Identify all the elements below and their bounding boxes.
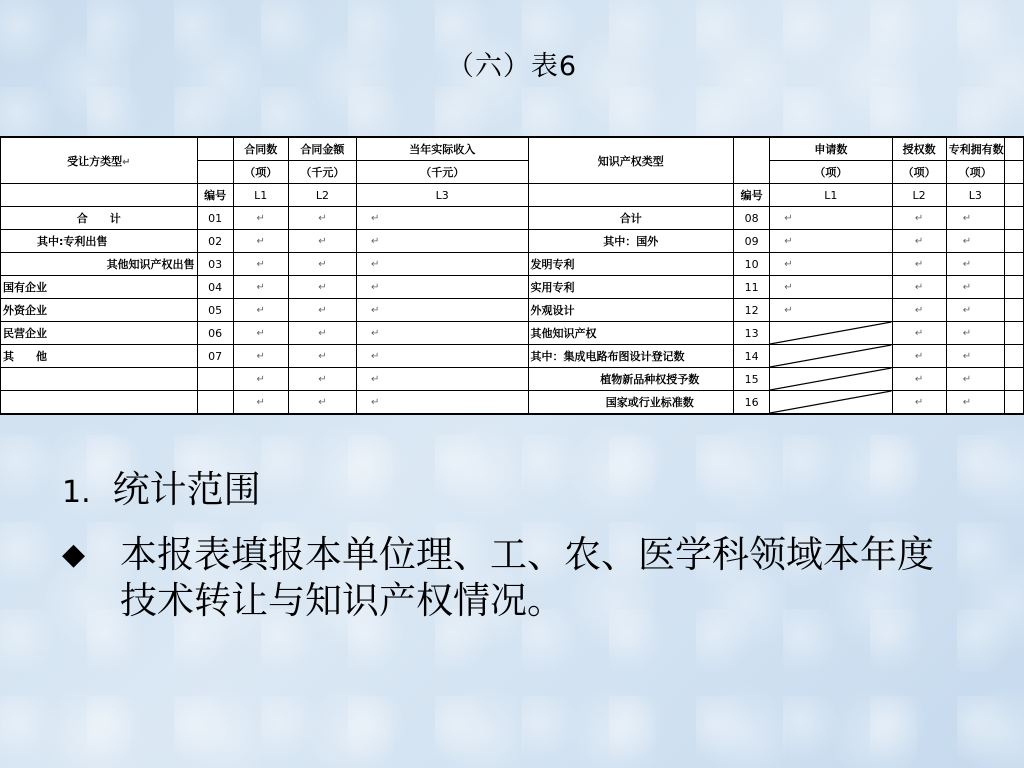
row-code-left: 06 bbox=[197, 322, 233, 345]
header-granted: 授权数 bbox=[892, 137, 946, 161]
edge-cell bbox=[1004, 368, 1023, 391]
patents-held-cell: ↵ bbox=[946, 299, 1004, 322]
applications-cell bbox=[770, 345, 892, 368]
contract-amount-cell: ↵ bbox=[288, 322, 356, 345]
ip-type-cell: 实用专利 bbox=[528, 276, 734, 299]
contract-count-cell: ↵ bbox=[233, 207, 288, 230]
row-code-right: 12 bbox=[734, 299, 770, 322]
edge-cell bbox=[1004, 276, 1023, 299]
actual-income-cell: ↵ bbox=[357, 368, 529, 391]
contract-count-cell: ↵ bbox=[233, 391, 288, 415]
row-code-right: 11 bbox=[734, 276, 770, 299]
actual-income-cell: ↵ bbox=[357, 322, 529, 345]
list-item-text: 统计范围 bbox=[112, 468, 261, 511]
granted-cell: ↵ bbox=[892, 253, 946, 276]
contract-count-cell: ↵ bbox=[233, 253, 288, 276]
ip-type-cell: 植物新品种权授予数 bbox=[528, 368, 734, 391]
transferee-type-cell: 合 计 bbox=[1, 207, 198, 230]
edge-cell bbox=[1004, 230, 1023, 253]
header-row-1 bbox=[1, 137, 1024, 161]
table-row bbox=[1, 368, 1024, 391]
granted-cell: ↵ bbox=[892, 391, 946, 415]
patents-held-cell: ↵ bbox=[946, 276, 1004, 299]
header-blank bbox=[197, 161, 233, 184]
ip-type-cell: 国家或行业标准数 bbox=[528, 391, 734, 415]
row-code-left: 04 bbox=[197, 276, 233, 299]
row-code-right: 10 bbox=[734, 253, 770, 276]
col-code-l2: L2 bbox=[288, 184, 356, 207]
applications-cell: ↵ bbox=[770, 230, 892, 253]
contract-amount-cell: ↵ bbox=[288, 230, 356, 253]
table-row bbox=[1, 230, 1024, 253]
contract-amount-cell: ↵ bbox=[288, 299, 356, 322]
actual-income-cell: ↵ bbox=[357, 391, 529, 415]
edge-cell bbox=[1004, 137, 1023, 161]
granted-cell: ↵ bbox=[892, 230, 946, 253]
edge-cell bbox=[1004, 207, 1023, 230]
table-row bbox=[1, 207, 1024, 230]
table-6 bbox=[0, 136, 1024, 414]
row-code-left bbox=[197, 391, 233, 415]
header-actual-income: 当年实际收入 bbox=[357, 137, 529, 161]
col-code-r3: L3 bbox=[946, 184, 1004, 207]
granted-cell: ↵ bbox=[892, 322, 946, 345]
col-code-r1: L1 bbox=[770, 184, 892, 207]
row-code-right: 14 bbox=[734, 345, 770, 368]
col-code-l3: L3 bbox=[357, 184, 529, 207]
page-title: （六）表6 bbox=[446, 51, 578, 82]
ip-report-table bbox=[0, 136, 1024, 415]
granted-cell: ↵ bbox=[892, 276, 946, 299]
row-code-left: 03 bbox=[197, 253, 233, 276]
contract-count-cell: ↵ bbox=[233, 322, 288, 345]
contract-count-cell: ↵ bbox=[233, 345, 288, 368]
row-code-left: 01 bbox=[197, 207, 233, 230]
ip-type-cell: 其中：国外 bbox=[528, 230, 734, 253]
col-code-r2: L2 bbox=[892, 184, 946, 207]
table-row bbox=[1, 391, 1024, 415]
description-text: 本报表填报本单位理、工、农、医学科领域本年度技术转让与知识产权情况。 bbox=[120, 533, 934, 622]
contract-count-cell: ↵ bbox=[233, 299, 288, 322]
header-code-right: 编号 bbox=[734, 184, 770, 207]
contract-amount-cell: ↵ bbox=[288, 368, 356, 391]
col-code-l1: L1 bbox=[233, 184, 288, 207]
diagonal-strike-icon bbox=[770, 368, 891, 390]
actual-income-cell: ↵ bbox=[357, 230, 529, 253]
edge-cell bbox=[1004, 391, 1023, 415]
header-transferee-type-label: 受让方类型 bbox=[67, 154, 123, 168]
transferee-type-cell bbox=[1, 368, 198, 391]
list-number: 1. bbox=[62, 475, 91, 510]
return-mark: ↵ bbox=[122, 156, 131, 168]
header-ip-type-label: 知识产权类型 bbox=[597, 154, 664, 168]
applications-cell: ↵ bbox=[770, 276, 892, 299]
edge-cell bbox=[1004, 253, 1023, 276]
row-code-right: 15 bbox=[734, 368, 770, 391]
granted-cell: ↵ bbox=[892, 207, 946, 230]
unit-patents-held: （项） bbox=[946, 161, 1004, 184]
ip-type-cell: 其他知识产权 bbox=[528, 322, 734, 345]
header-blank bbox=[1, 184, 198, 207]
patents-held-cell: ↵ bbox=[946, 253, 1004, 276]
unit-granted: （项） bbox=[892, 161, 946, 184]
row-code-left bbox=[197, 368, 233, 391]
header-contract-amount: 合同金额 bbox=[288, 137, 356, 161]
granted-cell: ↵ bbox=[892, 299, 946, 322]
header-code-left: 编号 bbox=[197, 184, 233, 207]
list-item-description bbox=[62, 532, 962, 624]
transferee-type-cell: 其 他 bbox=[1, 345, 198, 368]
patents-held-cell: ↵ bbox=[946, 368, 1004, 391]
row-code-left: 05 bbox=[197, 299, 233, 322]
unit-contract-count: （项） bbox=[233, 161, 288, 184]
transferee-type-cell: 民营企业 bbox=[1, 322, 198, 345]
header-patents-held: 专利拥有数 bbox=[946, 137, 1004, 161]
applications-cell bbox=[770, 391, 892, 415]
applications-cell bbox=[770, 322, 892, 345]
unit-contract-amount: （千元） bbox=[288, 161, 356, 184]
header-ip-type bbox=[528, 137, 734, 184]
ip-type-cell: 外观设计 bbox=[528, 299, 734, 322]
diagonal-strike-icon bbox=[770, 322, 891, 344]
applications-cell: ↵ bbox=[770, 253, 892, 276]
table-row bbox=[1, 299, 1024, 322]
actual-income-cell: ↵ bbox=[357, 345, 529, 368]
diamond-bullet-icon: ◆ bbox=[62, 537, 86, 572]
table-row bbox=[1, 322, 1024, 345]
diagonal-strike-icon bbox=[770, 345, 891, 367]
transferee-type-cell: 其他知识产权出售 bbox=[1, 253, 198, 276]
header-applications: 申请数 bbox=[770, 137, 892, 161]
patents-held-cell: ↵ bbox=[946, 391, 1004, 415]
edge-cell bbox=[1004, 161, 1023, 184]
ip-type-cell: 合计 bbox=[528, 207, 734, 230]
patents-held-cell: ↵ bbox=[946, 345, 1004, 368]
content-list bbox=[62, 465, 962, 624]
ip-type-cell: 发明专利 bbox=[528, 253, 734, 276]
actual-income-cell: ↵ bbox=[357, 299, 529, 322]
edge-cell bbox=[1004, 345, 1023, 368]
row-code-left: 02 bbox=[197, 230, 233, 253]
applications-cell: ↵ bbox=[770, 207, 892, 230]
header-blank bbox=[528, 184, 734, 207]
row-code-left: 07 bbox=[197, 345, 233, 368]
actual-income-cell: ↵ bbox=[357, 276, 529, 299]
unit-applications: （项） bbox=[770, 161, 892, 184]
contract-count-cell: ↵ bbox=[233, 368, 288, 391]
row-code-right: 16 bbox=[734, 391, 770, 415]
granted-cell: ↵ bbox=[892, 368, 946, 391]
header-row-3 bbox=[1, 184, 1024, 207]
header-blank bbox=[197, 137, 233, 161]
row-code-right: 08 bbox=[734, 207, 770, 230]
transferee-type-cell: 国有企业 bbox=[1, 276, 198, 299]
patents-held-cell: ↵ bbox=[946, 207, 1004, 230]
edge-cell bbox=[1004, 299, 1023, 322]
header-blank bbox=[734, 137, 770, 184]
granted-cell: ↵ bbox=[892, 345, 946, 368]
patents-held-cell: ↵ bbox=[946, 322, 1004, 345]
header-transferee-type bbox=[1, 137, 198, 184]
contract-amount-cell: ↵ bbox=[288, 276, 356, 299]
table-row bbox=[1, 253, 1024, 276]
contract-amount-cell: ↵ bbox=[288, 207, 356, 230]
diagonal-strike-icon bbox=[770, 391, 891, 413]
edge-cell bbox=[1004, 322, 1023, 345]
contract-amount-cell: ↵ bbox=[288, 391, 356, 415]
edge-cell bbox=[1004, 184, 1023, 207]
header-contract-count: 合同数 bbox=[233, 137, 288, 161]
list-item-scope bbox=[62, 465, 962, 518]
actual-income-cell: ↵ bbox=[357, 207, 529, 230]
applications-cell bbox=[770, 368, 892, 391]
contract-amount-cell: ↵ bbox=[288, 345, 356, 368]
actual-income-cell: ↵ bbox=[357, 253, 529, 276]
table-row bbox=[1, 276, 1024, 299]
row-code-right: 13 bbox=[734, 322, 770, 345]
patents-held-cell: ↵ bbox=[946, 230, 1004, 253]
transferee-type-cell: 外资企业 bbox=[1, 299, 198, 322]
transferee-type-cell bbox=[1, 391, 198, 415]
ip-type-cell: 其中：集成电路布图设计登记数 bbox=[528, 345, 734, 368]
applications-cell: ↵ bbox=[770, 299, 892, 322]
transferee-type-cell: 其中:专利出售 bbox=[1, 230, 198, 253]
contract-amount-cell: ↵ bbox=[288, 253, 356, 276]
contract-count-cell: ↵ bbox=[233, 230, 288, 253]
table-row bbox=[1, 345, 1024, 368]
row-code-right: 09 bbox=[734, 230, 770, 253]
contract-count-cell: ↵ bbox=[233, 276, 288, 299]
unit-actual-income: （千元） bbox=[357, 161, 529, 184]
